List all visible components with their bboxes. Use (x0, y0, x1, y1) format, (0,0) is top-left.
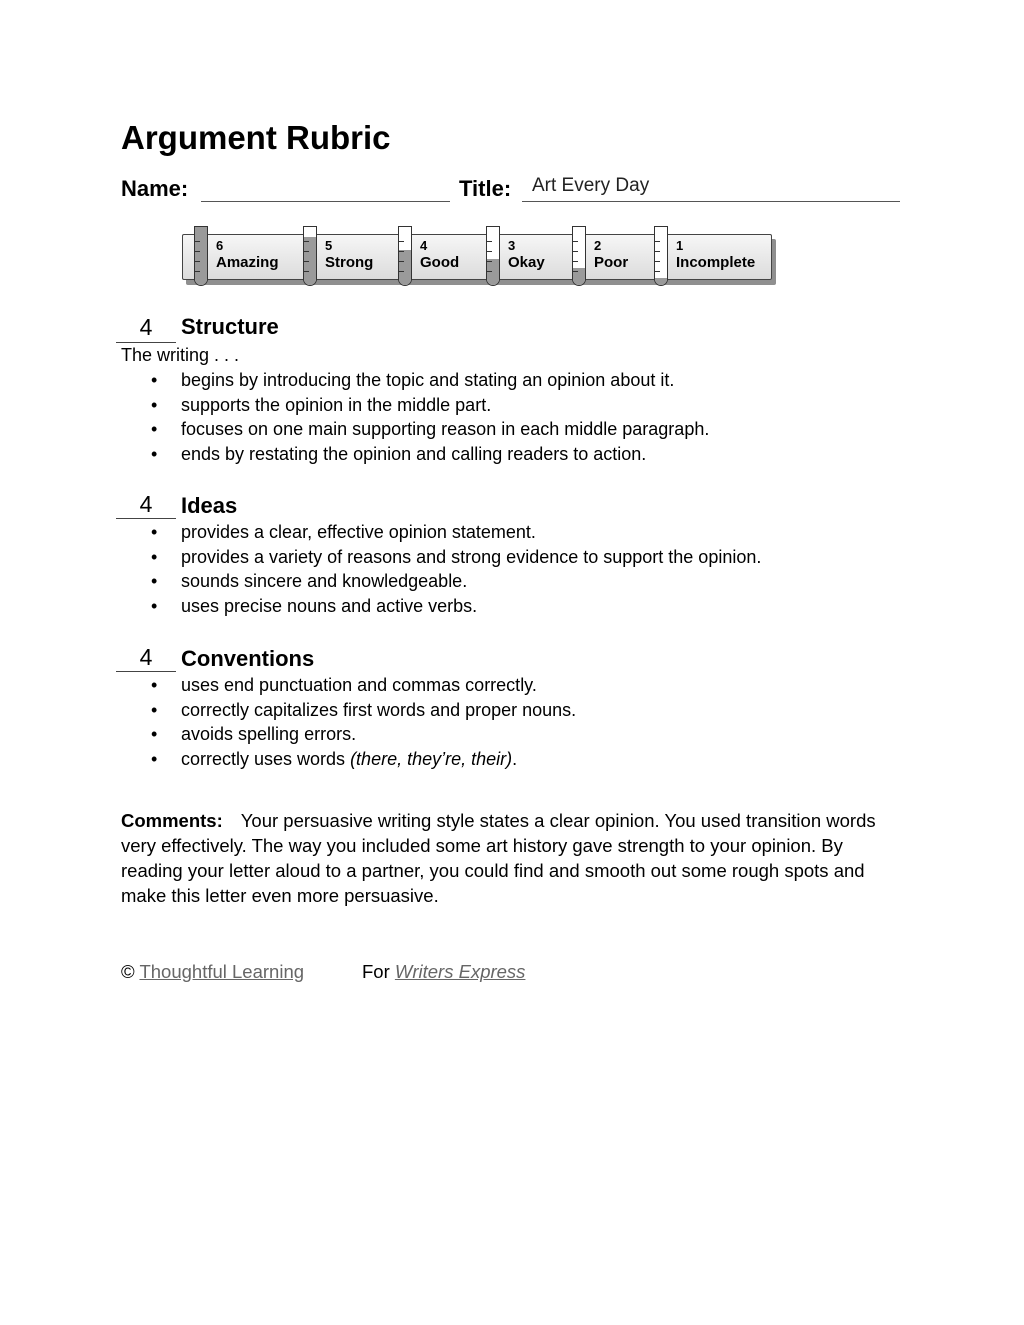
scale-number: 2 (594, 238, 602, 253)
thermometer-icon (654, 226, 668, 286)
scale-label: Incomplete (676, 254, 756, 271)
thermometer-tick (487, 271, 492, 272)
footer-copyright (121, 961, 304, 983)
book-link[interactable] (395, 961, 526, 982)
list-item: • sounds sincere and knowledgeable. (121, 569, 921, 594)
scale-number: 4 (420, 238, 428, 253)
list-item-italic: (there, they’re, their) (350, 748, 513, 769)
thermometer-icon (303, 226, 317, 286)
thermometer-fill (655, 278, 667, 285)
thermometer-tick (399, 261, 404, 262)
thermometer-tick (304, 251, 309, 252)
thermometer-icon (398, 226, 412, 286)
name-field-line[interactable] (201, 201, 450, 202)
thermometer-tick (487, 241, 492, 242)
title-value: Art Every Day (532, 175, 650, 196)
copyright-symbol: © (121, 961, 135, 982)
scale-label: Strong (325, 254, 374, 271)
scale-number: 1 (676, 238, 684, 253)
list-item: • ends by restating the opinion and calling readers to action. (121, 442, 921, 467)
thermometer-tick (655, 241, 660, 242)
thermometer-tick (304, 241, 309, 242)
scale-number: 5 (325, 238, 333, 253)
thermometer-tick (573, 271, 578, 272)
scale-number: 3 (508, 238, 516, 253)
scale-label: Okay (508, 254, 545, 271)
list-item: • focuses on one main supporting reason in each middle paragraph. (121, 417, 921, 442)
for-label: For (362, 961, 390, 982)
conventions-list (121, 673, 921, 771)
thermometer-tick (573, 251, 578, 252)
structure-score-line (116, 342, 176, 343)
publisher-link[interactable]: Thoughtful Learning (139, 961, 305, 982)
conventions-heading: Conventions (181, 646, 315, 671)
thermometer-icon (486, 226, 500, 286)
comments-text: Your persuasive writing style states a clear opinion. You used transition words very effectively. The way you included some art history gave strength to your opinion. By reading your letter aloud to a partner, you could find and smooth out some rough spots and make this letter even more persuasive. (121, 810, 876, 906)
conventions-score: 4 (139, 644, 153, 670)
structure-list (121, 368, 921, 466)
book-link-text: Writers Express (394, 961, 526, 982)
list-item: • uses end punctuation and commas correctly. (121, 673, 921, 698)
list-item: • avoids spelling errors. (121, 722, 921, 747)
thermometer-tick (655, 251, 660, 252)
thermometer-tick (195, 271, 200, 272)
list-item-text: correctly uses words (181, 748, 351, 769)
conventions-score-line (116, 671, 176, 672)
thermometer-tick (304, 261, 309, 262)
thermometer-tick (655, 261, 660, 262)
thermometer-tick (487, 261, 492, 262)
list-item: • provides a clear, effective opinion statement. (121, 520, 921, 545)
thermometer-tick (573, 241, 578, 242)
thermometer-fill (195, 227, 207, 285)
thermometer-tick (399, 241, 404, 242)
ideas-heading: Ideas (181, 493, 238, 518)
scale-label: Good (420, 254, 460, 271)
scale-label: Poor (594, 254, 629, 271)
thermometer-tick (655, 271, 660, 272)
scale-number: 6 (216, 238, 224, 253)
list-item: • uses precise nouns and active verbs. (121, 594, 921, 619)
ideas-score: 4 (139, 491, 153, 517)
page-title: Argument Rubric (121, 119, 391, 156)
list-item: • begins by introducing the topic and stating an opinion about it. (121, 368, 921, 393)
comments-block (121, 808, 901, 908)
thermometer-tick (195, 241, 200, 242)
list-item (121, 747, 921, 772)
thermometer-icon (572, 226, 586, 286)
thermometer-tick (399, 271, 404, 272)
rating-scale (182, 226, 780, 290)
footer-for (362, 961, 525, 983)
ideas-list (121, 520, 921, 618)
thermometer-tick (487, 251, 492, 252)
list-item: • provides a variety of reasons and strong evidence to support the opinion. (121, 545, 921, 570)
list-item: • correctly capitalizes first words and proper nouns. (121, 698, 921, 723)
thermometer-icon (194, 226, 208, 286)
ideas-score-line (116, 518, 176, 519)
title-field-line[interactable] (522, 201, 900, 202)
thermometer-tick (573, 261, 578, 262)
thermometer-tick (195, 251, 200, 252)
thermometer-tick (399, 251, 404, 252)
name-label: Name: (121, 176, 189, 201)
structure-score: 4 (139, 314, 153, 340)
structure-intro: The writing . . . (121, 345, 240, 365)
thermometer-tick (304, 271, 309, 272)
structure-heading: Structure (181, 314, 279, 339)
thermometer-fill (399, 250, 411, 285)
list-item-suffix: . (512, 748, 518, 769)
list-item: • supports the opinion in the middle part. (121, 393, 921, 418)
scale-label: Amazing (216, 254, 279, 271)
comments-label: Comments: (121, 810, 223, 831)
thermometer-tick (195, 261, 200, 262)
title-label: Title: (459, 176, 512, 201)
